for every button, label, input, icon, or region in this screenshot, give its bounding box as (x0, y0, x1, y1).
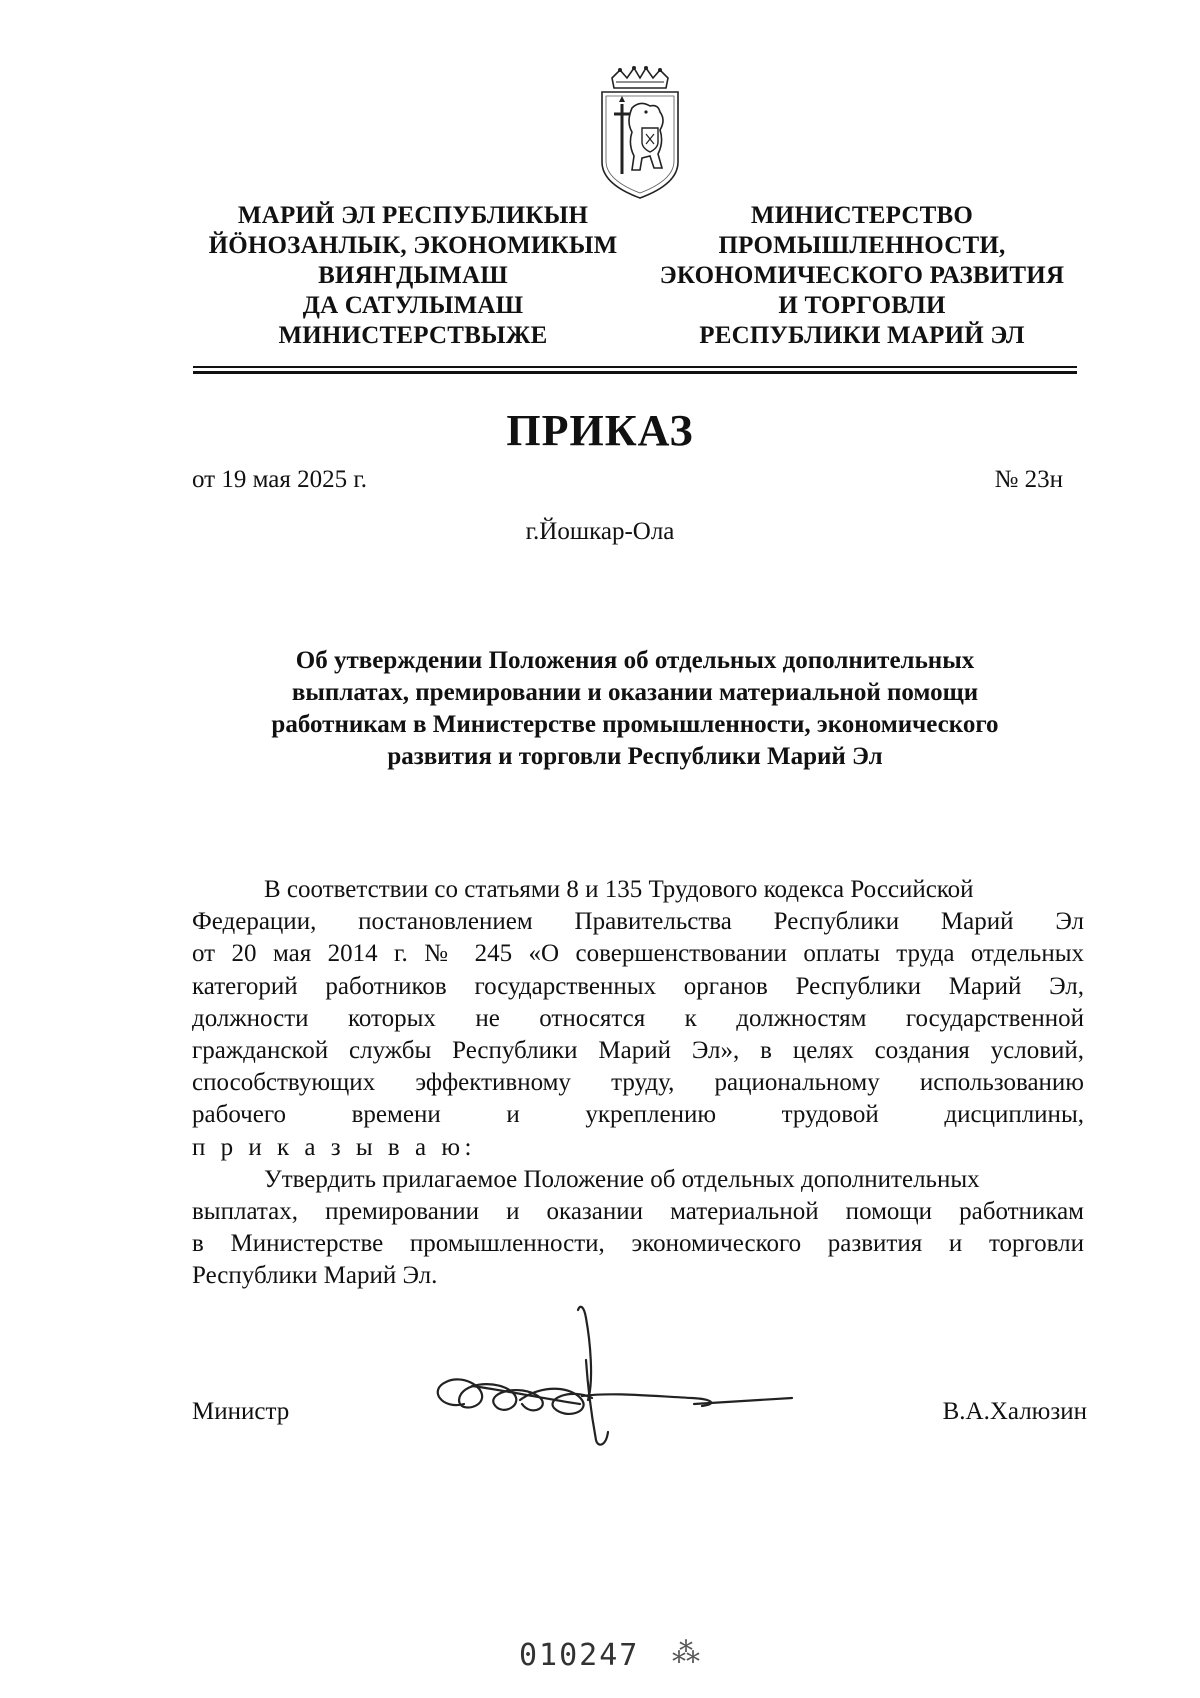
document-body (192, 874, 1084, 1293)
body-line: рабочего времени и укреплению трудовой дисциплины, (192, 1101, 1084, 1129)
subject-line: Об утверждении Положения об отдельных дополнительных (295, 647, 975, 674)
header-left-line: МАРИЙ ЭЛ РЕСПУБЛИКЫН (237, 202, 589, 229)
header-right-line: И ТОРГОВЛИ (778, 292, 946, 319)
header-left-mari (203, 201, 623, 351)
header-right-line: РЕСПУБЛИКИ МАРИЙ ЭЛ (699, 322, 1025, 349)
document-number: № 23н (994, 466, 1063, 493)
body-line: Республики Марий Эл. (192, 1262, 438, 1290)
body-line-order-word: п р и к а з ы в а ю: (192, 1133, 476, 1161)
body-line: выплатах, премировании и оказании материальной помощи работникам (192, 1198, 1084, 1226)
header-left-line: ЙӦНОЗАНЛЫК, ЭКОНОМИКЫМ (208, 232, 618, 259)
header-right-line: ЭКОНОМИЧЕСКОГО РАЗВИТИЯ (659, 262, 1065, 289)
body-line: от 20 мая 2014 г. № 245 «О совершенствовании оплаты труда отдельных (192, 940, 1084, 968)
body-line: гражданской службы Республики Марий Эл», в целях создания условий, (192, 1037, 1084, 1065)
subject-line: работникам в Министерстве промышленности, экономического (271, 711, 999, 738)
subject-line: выплатах, премировании и оказании материальной помощи (291, 679, 979, 706)
body-line: способствующих эффективному труду, рациональному использованию (192, 1069, 1084, 1097)
body-line: Утвердить прилагаемое Положение об отдельных дополнительных (264, 1165, 980, 1193)
body-line: категорий работников государственных органов Республики Марий Эл, (192, 972, 1084, 1000)
header-right-line: ПРОМЫШЛЕННОСТИ, (718, 232, 1006, 259)
body-line: Федерации, постановлением Правительства Республики Марий Эл (192, 908, 1084, 936)
signatory-role: Министр (192, 1398, 290, 1425)
document-subject (205, 645, 1065, 773)
coat-of-arms-icon (594, 66, 686, 200)
document-title: ПРИКАЗ (506, 406, 694, 455)
body-line: должности которых не относятся к должностям государственной (192, 1004, 1084, 1032)
header-right-line: МИНИСТЕРСТВО (750, 202, 974, 229)
header-divider-thin (193, 366, 1077, 368)
header-divider-thick (193, 371, 1077, 374)
body-line: В соответствии со статьями 8 и 135 Трудового кодекса Российской (264, 876, 974, 903)
document-date: от 19 мая 2025 г. (192, 466, 368, 493)
header-right-russian (652, 201, 1072, 351)
header-left-line: МИНИСТЕРСТВЫЖЕ (278, 322, 548, 349)
document-city: г.Йошкар-Ола (525, 518, 675, 545)
footer-mark: ⁂ (672, 1638, 700, 1669)
handwritten-signature-icon (402, 1300, 872, 1450)
signatory-name: В.А.Халюзин (942, 1398, 1087, 1425)
header-left-line: ДА САТУЛЫМАШ (302, 292, 524, 319)
registration-number: 010247 (519, 1638, 640, 1673)
body-line: в Министерстве промышленности, экономического развития и торговли (192, 1230, 1084, 1258)
header-left-line: ВИЯҤДЫМАШ (318, 262, 508, 289)
subject-line: развития и торговли Республики Марий Эл (387, 743, 883, 770)
